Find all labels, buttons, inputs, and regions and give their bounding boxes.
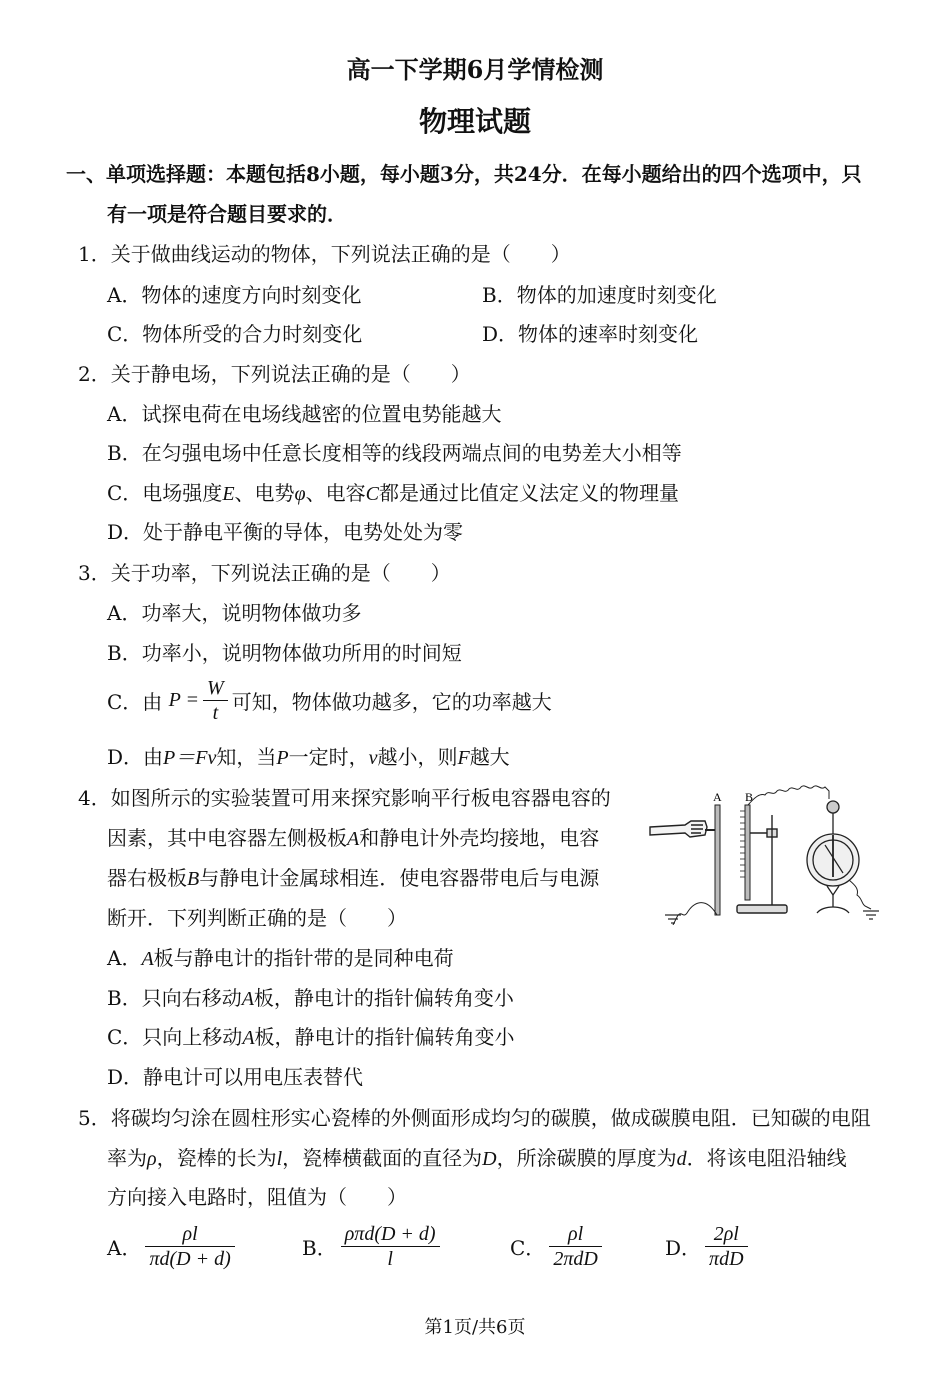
- q5-c-denominator: 2πdD: [553, 1248, 598, 1270]
- q4-option-b: [107, 982, 514, 1011]
- q5-option-b: [302, 1222, 444, 1271]
- q1-option-d: D．物体的速率时刻变化: [482, 322, 699, 346]
- q5-b-label: B．: [302, 1236, 337, 1260]
- q1-option-b: B．物体的加速度时刻变化: [482, 283, 717, 307]
- q5-b-numerator: ρπd(D + d): [341, 1222, 440, 1247]
- q5-l2-var-D: D: [482, 1148, 497, 1170]
- q4-l3-text-2: 与静电计金属球相连．使电容器带电后与电源: [199, 866, 600, 890]
- q5-c-label: C．: [510, 1236, 546, 1260]
- q5-d-fraction: [705, 1222, 747, 1271]
- q3-d-text-4: 越小，则: [377, 745, 458, 769]
- plate-a-label: A: [713, 790, 722, 804]
- q3-d-text-2: 知，当: [216, 745, 277, 769]
- q5-l2-text-2: ，瓷棒的长为: [156, 1146, 277, 1170]
- q4-b-var: A: [241, 988, 254, 1010]
- ground-symbol-left: [665, 915, 681, 923]
- q4-c-text-1: C．只向上移动: [107, 1025, 243, 1049]
- q3-c-var-p: P =: [168, 689, 200, 711]
- q3-c-denominator: t: [212, 702, 219, 724]
- q3-stem: 3．关于功率，下列说法正确的是（ ）: [78, 561, 451, 585]
- page-number: 第1页/共6页: [424, 1317, 526, 1338]
- plate-a: [715, 805, 720, 915]
- q4-option-d: D．静电计可以用电压表替代: [107, 1065, 364, 1089]
- q4-a-var: A: [141, 948, 154, 970]
- q3-c-fraction: [203, 676, 228, 725]
- q2-c-text-1: C．电场强度: [107, 481, 223, 505]
- q3-d-formula: P＝Fv: [163, 747, 217, 769]
- plate-b: [745, 805, 750, 900]
- q5-option-a: [107, 1222, 239, 1271]
- capacitor-electrometer-figure: [645, 785, 885, 925]
- q5-option-d: [665, 1222, 752, 1271]
- q5-l2-text-5: ．将该电阻沿轴线: [686, 1146, 847, 1170]
- q2-stem: 2．关于静电场，下列说法正确的是（ ）: [78, 362, 471, 386]
- connecting-wire: [748, 786, 829, 805]
- q4-stem-line4: 断开．下列判断正确的是（ ）: [107, 906, 407, 930]
- q3-d-var-p: P: [276, 747, 289, 769]
- q5-d-label: D．: [665, 1236, 702, 1260]
- q2-option-a: A．试探电荷在电场线越密的位置电势能越大: [107, 402, 502, 426]
- q5-l2-text-4: ，所涂碳膜的厚度为: [496, 1146, 677, 1170]
- q3-c-numerator: W: [203, 676, 228, 701]
- ground-wire-a: [673, 903, 717, 925]
- ground-wire-b: [849, 880, 871, 909]
- q4-a-text-2: 板与静电计的指针带的是同种电荷: [153, 946, 454, 970]
- q4-l2-text-2: 和静电计外壳均接地，电容: [359, 826, 600, 850]
- q5-l2-text-1: 率为: [107, 1146, 147, 1170]
- q2-option-b: B．在匀强电场中任意长度相等的线段两端点间的电势差大小相等: [107, 441, 682, 465]
- q4-option-c: [107, 1021, 515, 1050]
- q2-c-var-phi: φ: [294, 483, 306, 505]
- q5-option-c: [510, 1222, 606, 1271]
- hand-icon: [650, 821, 715, 837]
- q5-d-denominator: πdD: [709, 1248, 744, 1270]
- q5-l2-var-d: d: [676, 1148, 687, 1170]
- q3-d-text-3: 一定时，: [288, 745, 369, 769]
- q5-a-denominator: πd(D + d): [149, 1248, 231, 1270]
- q2-c-var-c: C: [365, 483, 379, 505]
- q4-c-text-2: 板，静电计的指针偏转角变小: [254, 1025, 515, 1049]
- q2-c-text-4: 都是通过比值定义法定义的物理量: [378, 481, 679, 505]
- q5-b-denominator: l: [387, 1248, 393, 1270]
- q4-stem-line1: 4．如图所示的实验装置可用来探究影响平行板电容器电容的: [78, 786, 611, 810]
- q3-option-b: B．功率小，说明物体做功所用的时间短: [107, 641, 462, 665]
- q5-stem-line2: [107, 1142, 847, 1171]
- section-1-heading-line2: 有一项是符合题目要求的．: [107, 202, 347, 226]
- exam-title: 高一下学期6月学情检测: [346, 55, 604, 84]
- q5-l2-var-l: l: [276, 1148, 283, 1170]
- plate-b-label: B: [745, 790, 754, 804]
- q2-c-var-e: E: [222, 483, 235, 505]
- q3-option-c: [107, 676, 552, 725]
- q4-stem-line2: [107, 822, 599, 851]
- q4-l2-text-1: 因素，其中电容器左侧极板: [107, 826, 347, 850]
- exam-subtitle: 物理试题: [418, 105, 531, 138]
- q3-option-a: A．功率大，说明物体做功多: [107, 601, 362, 625]
- q4-c-var: A: [242, 1027, 255, 1049]
- q3-d-var-f: F: [457, 747, 470, 769]
- q3-d-text-1: D．由: [107, 745, 164, 769]
- q5-l2-var-rho: ρ: [147, 1148, 157, 1170]
- q2-c-text-3: 、电容: [305, 481, 366, 505]
- q2-option-c: [107, 477, 679, 506]
- q1-option-a: A．物体的速度方向时刻变化: [107, 283, 362, 307]
- electrometer-icon: [807, 801, 859, 913]
- q2-c-text-2: 、电势: [234, 481, 295, 505]
- q4-stem-line3: [107, 862, 599, 891]
- ground-symbol-right: [863, 911, 879, 919]
- q5-stem-line3: 方向接入电路时，阻值为（ ）: [107, 1185, 407, 1209]
- q4-b-text-2: 板，静电计的指针偏转角变小: [253, 986, 514, 1010]
- q5-c-numerator: ρl: [549, 1222, 601, 1247]
- q3-d-text-5: 越大: [469, 745, 510, 769]
- q5-c-fraction: [549, 1222, 601, 1271]
- q5-b-fraction: [341, 1222, 440, 1271]
- q5-a-numerator: ρl: [145, 1222, 234, 1247]
- q1-stem: 1．关于做曲线运动的物体，下列说法正确的是（ ）: [78, 242, 571, 266]
- section-1-heading-line1: 一、单项选择题：本题包括8小题，每小题3分，共24分．在每小题给出的四个选项中，只: [66, 162, 862, 186]
- q4-a-text-1: A．: [107, 946, 142, 970]
- q5-a-fraction: [145, 1222, 234, 1271]
- q3-c-text-1: C．由: [107, 690, 163, 714]
- q4-l3-var-b: B: [187, 868, 200, 890]
- plate-b-scale: [740, 811, 745, 877]
- q5-d-numerator: 2ρl: [705, 1222, 747, 1247]
- q5-stem-line1: 5．将碳均匀涂在圆柱形实心瓷棒的外侧面形成均匀的碳膜，做成碳膜电阻．已知碳的电阻: [78, 1106, 871, 1130]
- q3-c-text-2: 可知，物体做功越多，它的功率越大: [231, 690, 552, 714]
- q4-option-a: [107, 942, 454, 971]
- q5-a-label: A．: [107, 1236, 142, 1260]
- q1-option-c: C．物体所受的合力时刻变化: [107, 322, 363, 346]
- q2-option-d: D．处于静电平衡的导体，电势处处为零: [107, 520, 464, 544]
- q4-l3-text-1: 器右极板: [107, 866, 187, 890]
- q3-option-d: [107, 741, 510, 770]
- q4-l2-var-a: A: [347, 828, 360, 850]
- q3-d-var-v: v: [368, 747, 378, 769]
- q4-b-text-1: B．只向右移动: [107, 986, 242, 1010]
- q5-l2-text-3: ，瓷棒横截面的直径为: [282, 1146, 483, 1170]
